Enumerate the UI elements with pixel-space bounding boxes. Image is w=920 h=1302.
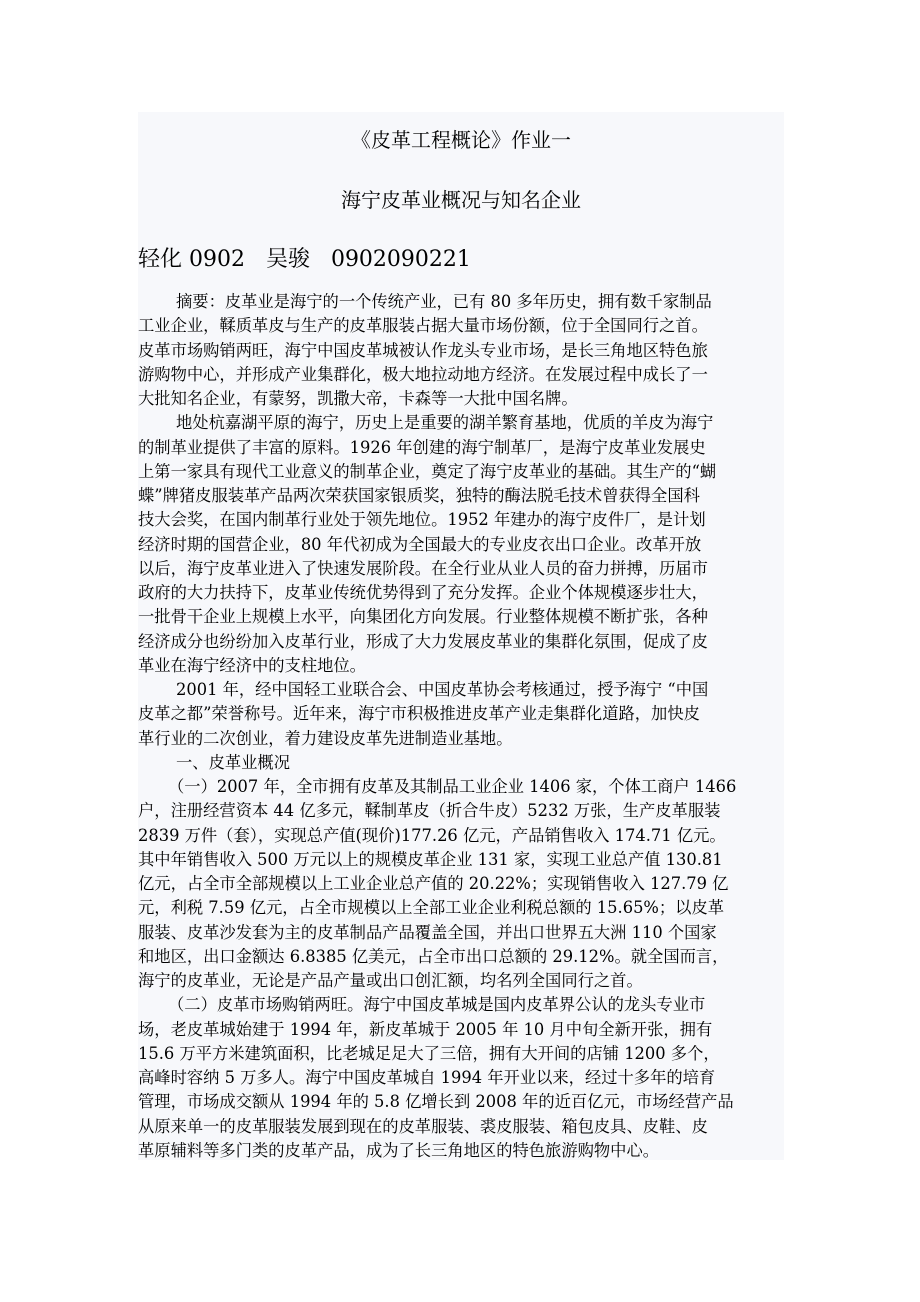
text-line: 场，老皮革城始建于 1994 年，新皮革城于 2005 年 10 月中旬全新开张，拥有	[138, 1019, 713, 1039]
text-line: 2839 万件（套），实现总产值(现价)177.26 亿元，产品销售收入 174.71 亿元。	[138, 825, 726, 845]
text-line: 元，利税 7.59 亿元，占全市规模以上全部工业企业利税总额的 15.65%；以皮革	[138, 898, 725, 918]
text-line: （二）皮革市场购销两旺。海宁中国皮革城是国内皮革界公认的龙头专业市	[168, 995, 706, 1015]
document-subtitle: 海宁皮革业概况与知名企业	[341, 188, 581, 212]
text-line: 蝶”牌猪皮服装革产品两次荣获国家银质奖，独特的酶法脱毛技术曾获得全国科	[138, 486, 700, 505]
text-line: 地处杭嘉湖平原的海宁，历史上是重要的湖羊繁育基地，优质的羊皮为海宁	[176, 413, 714, 433]
text-line: 技大会奖，在国内制革行业处于领先地位。1952 年建办的海宁皮件厂，是计划	[138, 510, 706, 530]
text-line: 户，注册经营资本 44 亿多元，鞣制革皮（折合牛皮）5232 万张，生产皮革服装	[138, 801, 721, 821]
author-line: 轻化 0902 吴骏 0902090221	[138, 247, 471, 272]
text-line: 服装、皮革沙发套为主的皮革制品产品覆盖全国，并出口世界五大洲 110 个国家	[138, 922, 717, 942]
text-line: 革原辅料等多门类的皮革产品，成为了长三角地区的特色旅游购物中心。	[138, 1140, 660, 1160]
text-line: 2001 年，经中国轻工业联合会、中国皮革协会考核通过，授予海宁 “中国	[176, 680, 709, 699]
text-line: 经济时期的国营企业，80 年代初成为全国最大的专业皮衣出口企业。改革开放	[138, 534, 702, 554]
text-line: 高峰时容纳 5 万多人。海宁中国皮革城自 1994 年开业以来，经过十多年的培育	[138, 1068, 716, 1087]
text-line: 政府的大力扶持下，皮革业传统优势得到了充分发挥。企业个体规模逐步壮大，	[138, 583, 708, 602]
text-line: 大批知名企业，有蒙努，凯撒大帝，卡森等一大批中国名牌。	[138, 389, 578, 408]
body-text	[138, 290, 784, 1163]
section-heading: 一、皮革业概况	[176, 752, 290, 772]
text-line: 管理，市场成交额从 1994 年的 5.8 亿增长到 2008 年的近百亿元，市场经营产品	[138, 1092, 734, 1112]
text-line: （一）2007 年，全市拥有皮革及其制品工业企业 1406 家，个体工商户 1466	[168, 777, 737, 796]
text-line: 革业在海宁经济中的支柱地位。	[138, 655, 366, 675]
text-line: 经济成分也纷纷加入皮革行业，形成了大力发展皮革业的集群化氛围，促成了皮	[138, 631, 708, 651]
text-line: 工业企业，鞣质革皮与生产的皮革服装占据大量市场份额，位于全国同行之首。	[138, 316, 708, 336]
text-line: 游购物中心，并形成产业集群化，极大地拉动地方经济。在发展过程中成长了一	[138, 364, 708, 384]
text-line: 一批骨干企业上规模上水平，向集团化方向发展。行业整体规模不断扩张，各种	[138, 607, 708, 627]
text-line: 摘要：皮革业是海宁的一个传统产业，已有 80 多年历史，拥有数千家制品	[176, 292, 712, 311]
text-line: 其中年销售收入 500 万元以上的规模皮革企业 131 家，实现工业总产值 130.81	[138, 849, 723, 869]
text-line: 革行业的二次创业，着力建设皮革先进制造业基地。	[138, 728, 513, 748]
text-line: 亿元，占全市全部规模以上工业企业总产值的 20.22%；实现销售收入 127.79 亿	[138, 874, 729, 893]
text-line: 皮革市场购销两旺，海宁中国皮革城被认作龙头专业市场，是长三角地区特色旅	[138, 340, 708, 360]
text-line: 15.6 万平方米建筑面积，比老城足足大了三倍，拥有大开间的店铺 1200 多个，	[138, 1043, 720, 1063]
text-line: 以后，海宁皮革业进入了快速发展阶段。在全行业从业人员的奋力拼搏，历届市	[138, 558, 708, 578]
text-line: 从原来单一的皮革服装发展到现在的皮革服装、裘皮服装、箱包皮具、皮鞋、皮	[138, 1116, 708, 1136]
text-line: 海宁的皮革业，无论是产品产量或出口创汇额，均名列全国同行之首。	[138, 971, 643, 990]
text-line: 和地区，出口金额达 6.8385 亿美元，占全市出口总额的 29.12%。就全国而言，	[138, 946, 729, 966]
text-line: 上第一家具有现代工业意义的制革企业，奠定了海宁皮革业的基础。其生产的“蝴	[138, 461, 717, 481]
text-line: 皮革之都”荣誉称号。近年来，海宁市积极推进皮革产业走集群化道路，加快皮	[138, 704, 700, 724]
text-line: 的制革业提供了丰富的原料。1926 年创建的海宁制革厂，是海宁皮革业发展史	[138, 437, 706, 457]
document-title: 《皮革工程概论》作业一	[351, 128, 571, 152]
document-page	[138, 112, 784, 1160]
